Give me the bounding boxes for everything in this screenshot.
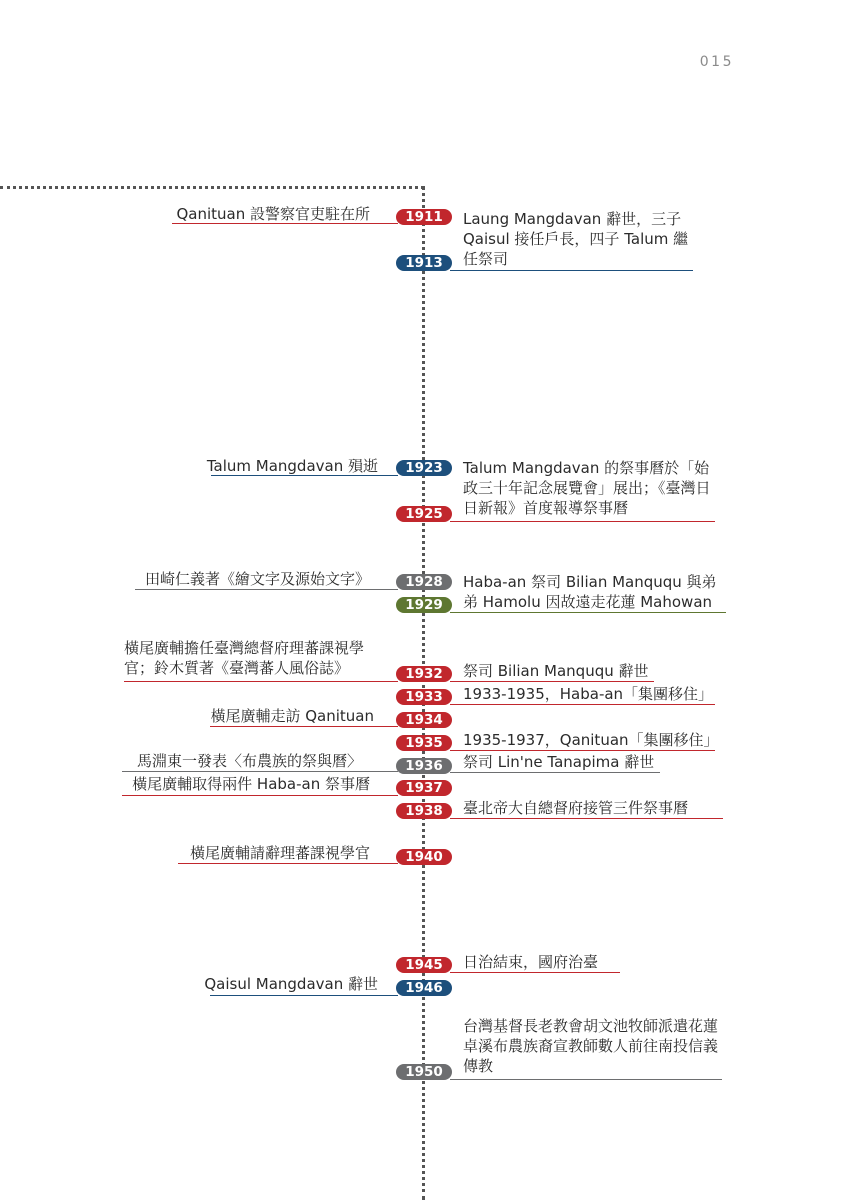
year-marker: 1925 xyxy=(396,506,452,522)
right-event-rule xyxy=(450,1079,722,1080)
right-event-rule xyxy=(450,612,726,613)
left-event: 橫尾廣輔走訪 Qanituan xyxy=(210,707,374,725)
year-marker: 1933 xyxy=(396,689,452,705)
right-event-rule xyxy=(450,772,660,773)
left-event: 橫尾廣輔請辭理蕃課視學官 xyxy=(189,844,370,862)
left-event-rule xyxy=(210,726,398,727)
left-event: 馬淵東一發表〈布農族的祭與曆〉 xyxy=(136,752,362,770)
year-marker: 1934 xyxy=(396,712,452,728)
left-event-rule xyxy=(210,995,398,996)
right-event: 祭司 Lin'ne Tanapima 辭世 xyxy=(463,753,655,771)
year-marker: 1923 xyxy=(396,460,452,476)
right-event: 祭司 Bilian Manququ 辭世 xyxy=(463,662,649,680)
left-event-rule xyxy=(135,589,398,590)
horizontal-dotted-line xyxy=(0,186,424,189)
right-event: 1935-1937，Qanituan「集團移住」 xyxy=(463,731,719,749)
right-event: Talum Mangdavan 的祭事曆於「始政三十年記念展覽會」展出；《臺灣日日新報》首度報導祭事曆 xyxy=(463,459,711,517)
year-marker: 1913 xyxy=(396,255,452,271)
left-event-rule xyxy=(211,475,398,476)
right-event-rule xyxy=(450,681,654,682)
left-event: 橫尾廣輔取得兩件 Haba-an 祭事曆 xyxy=(132,775,370,793)
right-event-rule xyxy=(450,972,620,973)
year-marker: 1950 xyxy=(396,1064,452,1080)
year-marker: 1929 xyxy=(396,597,452,613)
left-event-rule xyxy=(122,795,398,796)
year-marker: 1928 xyxy=(396,574,452,590)
left-event: 橫尾廣輔擔任臺灣總督府理蕃課視學官；鈴木質著《臺灣蕃人風俗誌》 xyxy=(124,639,365,677)
left-event-rule xyxy=(124,681,398,682)
year-marker: 1937 xyxy=(396,780,452,796)
year-marker: 1946 xyxy=(396,980,452,996)
right-event: 日治結束，國府治臺 xyxy=(463,953,599,971)
left-event: Qaisul Mangdavan 辭世 xyxy=(204,975,378,993)
left-event-rule xyxy=(122,771,398,772)
year-marker: 1940 xyxy=(396,849,452,865)
right-event: Haba-an 祭司 Bilian Manququ 與弟弟 Hamolu 因故遠走花蓮 Mahowan xyxy=(463,573,717,611)
year-marker: 1945 xyxy=(396,957,452,973)
year-marker: 1936 xyxy=(396,758,452,774)
right-event-rule xyxy=(450,521,715,522)
year-marker: 1935 xyxy=(396,735,452,751)
right-event-rule xyxy=(450,818,723,819)
left-event: Qanituan 設警察官吏駐在所 xyxy=(176,205,370,223)
left-event-rule xyxy=(172,223,398,224)
left-event: Talum Mangdavan 殞逝 xyxy=(206,457,378,475)
right-event-rule xyxy=(450,270,693,271)
left-event-rule xyxy=(178,863,398,864)
right-event-rule xyxy=(450,704,715,705)
page-number: 015 xyxy=(699,54,734,70)
left-event: 田崎仁義著《繪文字及源始文字》 xyxy=(144,570,370,588)
year-marker: 1932 xyxy=(396,666,452,682)
right-event-rule xyxy=(450,750,715,751)
year-marker: 1938 xyxy=(396,803,452,819)
right-event: Laung Mangdavan 辭世，三子 Qaisul 接任戶長，四子 Talum 繼任祭司 xyxy=(463,210,689,268)
right-event: 台灣基督長老教會胡文池牧師派遣花蓮卓溪布農族裔宣教師數人前往南投信義傳教 xyxy=(463,1017,719,1075)
right-event: 臺北帝大自總督府接管三件祭事曆 xyxy=(463,799,689,817)
right-event: 1933-1935，Haba-an「集團移住」 xyxy=(463,685,714,703)
year-marker: 1911 xyxy=(396,209,452,225)
